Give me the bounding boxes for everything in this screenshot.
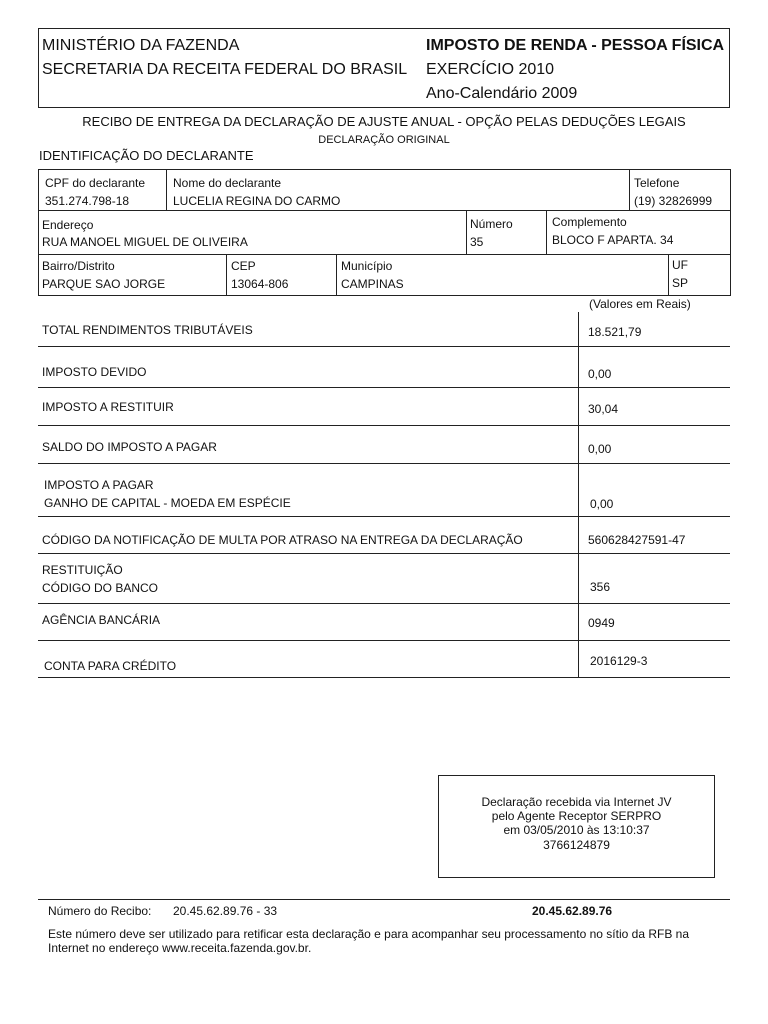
receipt-line-1: Declaração recebida via Internet JV xyxy=(481,795,672,809)
receipt-number-bold: 20.45.62.89.76 xyxy=(532,904,613,918)
values-note: (Valores em Reais) xyxy=(589,297,691,311)
footer-note-line-2: Internet no endereço www.receita.fazenda.gov.br. xyxy=(48,941,312,955)
receipt-line-4: 3766124879 xyxy=(543,838,610,852)
row-label: IMPOSTO A PAGAR xyxy=(44,478,154,492)
name-value: LUCELIA REGINA DO CARMO xyxy=(173,194,341,208)
ministry-name: MINISTÉRIO DA FAZENDA xyxy=(42,37,240,54)
address-label: Endereço xyxy=(42,218,94,232)
receipt-number-label: Número do Recibo: xyxy=(48,904,152,918)
row-value: 0,00 xyxy=(588,367,612,381)
address-value: RUA MANOEL MIGUEL DE OLIVEIRA xyxy=(42,235,248,249)
uf-value: SP xyxy=(672,276,689,290)
row-label-secondary: GANHO DE CAPITAL - MOEDA EM ESPÉCIE xyxy=(44,496,291,510)
number-label: Número xyxy=(470,217,513,231)
complement-value: BLOCO F APARTA. 34 xyxy=(552,233,674,247)
row-value: 0949 xyxy=(588,616,615,630)
row-value: 30,04 xyxy=(588,402,619,416)
phone-label: Telefone xyxy=(634,176,680,190)
cpf-label: CPF do declarante xyxy=(45,176,146,190)
row-value: 0,00 xyxy=(588,442,612,456)
row-value: 18.521,79 xyxy=(588,325,642,339)
document-subtitle: DECLARAÇÃO ORIGINAL xyxy=(318,134,450,146)
row-label: IMPOSTO DEVIDO xyxy=(42,365,147,379)
name-label: Nome do declarante xyxy=(173,176,282,190)
row-label-secondary: CÓDIGO DO BANCO xyxy=(42,581,159,595)
district-label: Bairro/Distrito xyxy=(42,259,115,273)
exercise-year: EXERCÍCIO 2010 xyxy=(426,61,555,78)
row-label: CÓDIGO DA NOTIFICAÇÃO DE MULTA POR ATRASO NA ENTREGA DA DECLARAÇÃO xyxy=(42,533,523,547)
cep-value: 13064-806 xyxy=(231,277,289,291)
receipt-line-3: em 03/05/2010 às 13:10:37 xyxy=(503,823,650,837)
row-value: 356 xyxy=(590,580,611,594)
city-label: Município xyxy=(341,259,393,273)
receipt-line-2: pelo Agente Receptor SERPRO xyxy=(491,809,662,823)
secretariat-name: SECRETARIA DA RECEITA FEDERAL DO BRASIL xyxy=(42,61,408,78)
complement-label: Complemento xyxy=(552,215,627,229)
row-label: TOTAL RENDIMENTOS TRIBUTÁVEIS xyxy=(42,323,253,337)
row-value: 560628427591-47 xyxy=(588,533,686,547)
document-title: RECIBO DE ENTREGA DA DECLARAÇÃO DE AJUSTE ANUAL - OPÇÃO PELAS DEDUÇÕES LEGAIS xyxy=(82,114,686,129)
footer-note-line-1: Este número deve ser utilizado para retificar esta declaração e para acompanhar seu processamento no sítio da RFB na xyxy=(48,927,690,941)
row-label: IMPOSTO A RESTITUIR xyxy=(42,400,174,414)
uf-label: UF xyxy=(672,258,688,272)
row-label: RESTITUIÇÃO xyxy=(42,563,123,577)
receipt-number-value: 20.45.62.89.76 - 33 xyxy=(173,904,278,918)
city-value: CAMPINAS xyxy=(341,277,404,291)
phone-value: (19) 32826999 xyxy=(634,194,713,208)
number-value: 35 xyxy=(470,235,484,249)
row-label: SALDO DO IMPOSTO A PAGAR xyxy=(42,440,217,454)
row-value: 2016129-3 xyxy=(590,654,648,668)
calendar-year: Ano-Calendário 2009 xyxy=(426,85,578,102)
cpf-value: 351.274.798-18 xyxy=(45,194,130,208)
row-label: AGÊNCIA BANCÁRIA xyxy=(42,613,161,627)
district-value: PARQUE SAO JORGE xyxy=(42,277,166,291)
tax-title: IMPOSTO DE RENDA - PESSOA FÍSICA xyxy=(426,37,725,54)
row-value: 0,00 xyxy=(590,497,614,511)
row-label: CONTA PARA CRÉDITO xyxy=(44,659,177,673)
section-title: IDENTIFICAÇÃO DO DECLARANTE xyxy=(39,148,254,163)
cep-label: CEP xyxy=(231,259,256,273)
